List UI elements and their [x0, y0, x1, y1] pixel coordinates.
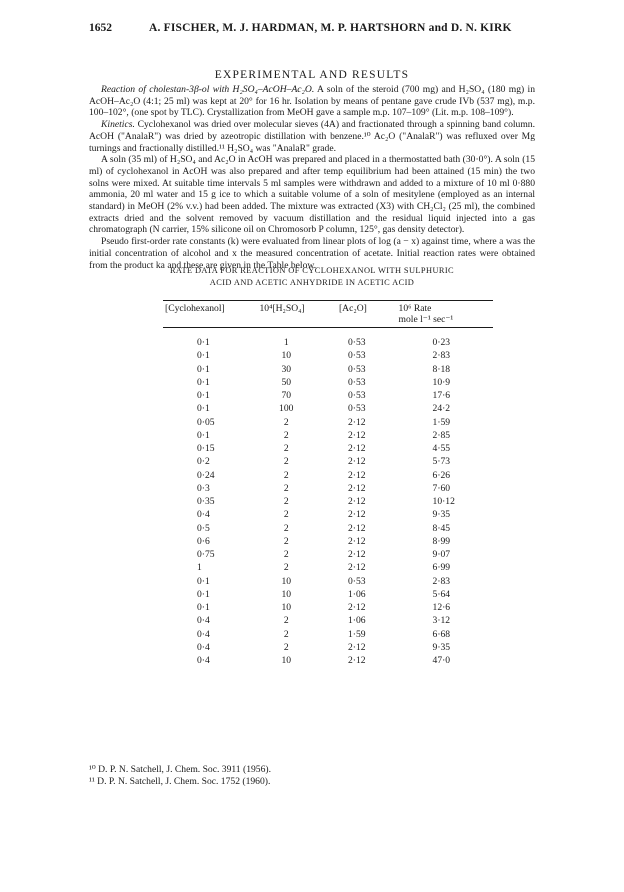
- cell-ac2o: 2·12: [347, 469, 366, 481]
- cell-rate: 4·55: [432, 443, 451, 454]
- paragraph-reaction: [89, 84, 535, 119]
- cell-ac2o: 0·53: [347, 376, 366, 388]
- cell-ac2o: 2·12: [347, 549, 366, 560]
- cell-ac2o: 1·06: [347, 615, 366, 627]
- table-row: [163, 495, 493, 508]
- cell-rate: 6·68: [432, 628, 451, 640]
- cell-rate: 9·35: [432, 641, 451, 653]
- cell-cyclohexanol: 0·1: [197, 575, 210, 587]
- cell-rate: 9·35: [432, 509, 451, 521]
- cell-h2so4: 100: [279, 403, 294, 415]
- header-rate-unit: mole l⁻¹ sec⁻¹: [398, 314, 454, 325]
- cell-cyclohexanol: 0·5: [197, 522, 210, 534]
- table-row: [163, 522, 493, 535]
- cell-cyclohexanol: 0·05: [197, 416, 215, 428]
- cell-rate: 1·59: [432, 416, 451, 428]
- rate-data-table: [163, 300, 493, 667]
- cell-cyclohexanol: 0·2: [197, 456, 210, 468]
- cell-rate: 2·83: [432, 350, 451, 362]
- cell-ac2o: 0·53: [347, 363, 366, 375]
- cell-ac2o: 2·12: [347, 496, 366, 507]
- cell-rate: 17·6: [432, 390, 451, 401]
- table-row: [163, 442, 493, 455]
- cell-cyclohexanol: 0·1: [197, 403, 210, 415]
- table-row: [163, 363, 493, 376]
- cell-rate: 9·07: [432, 549, 451, 560]
- cell-h2so4: 2: [283, 562, 289, 574]
- cell-ac2o: 2·12: [347, 655, 366, 666]
- table-row: [163, 482, 493, 495]
- cell-rate: 24·2: [432, 403, 451, 415]
- cell-h2so4: 10: [281, 602, 292, 613]
- table-row: [163, 614, 493, 627]
- cell-cyclohexanol: 0·1: [197, 350, 210, 362]
- cell-cyclohexanol: 0·1: [197, 363, 210, 375]
- cell-ac2o: 0·53: [347, 337, 366, 348]
- paragraph-lead: Kinetics.: [101, 119, 135, 131]
- cell-h2so4: 50: [281, 376, 292, 388]
- footnote: ¹¹ D. P. N. Satchell, J. Chem. Soc. 1752 (1960).: [89, 776, 271, 787]
- table-row: [163, 508, 493, 521]
- cell-rate: 12·6: [432, 602, 451, 613]
- cell-rate: 3·12: [432, 615, 451, 627]
- cell-rate: 2·85: [432, 429, 451, 441]
- table-row: [163, 548, 493, 561]
- cell-cyclohexanol: 0·1: [197, 602, 210, 613]
- cell-ac2o: 2·12: [347, 482, 366, 494]
- cell-cyclohexanol: 0·4: [197, 641, 210, 653]
- cell-ac2o: 2·12: [347, 522, 366, 534]
- body-text: [89, 84, 535, 271]
- cell-ac2o: 2·12: [347, 562, 366, 574]
- table-row: [163, 561, 493, 574]
- cell-cyclohexanol: 0·1: [197, 337, 210, 348]
- table-row: [163, 328, 493, 350]
- table-body: [163, 328, 493, 668]
- cell-cyclohexanol: 0·3: [197, 482, 210, 494]
- cell-cyclohexanol: 1: [197, 562, 202, 574]
- table-row: [163, 376, 493, 389]
- header-cyclohexanol: [Cyclohexanol]: [163, 301, 259, 328]
- table-header-row: [163, 301, 493, 328]
- table-row: [163, 601, 493, 614]
- table-row: [163, 628, 493, 641]
- cell-h2so4: 2: [283, 509, 289, 521]
- cell-rate: 8·99: [432, 535, 451, 547]
- running-authors: A. FISCHER, M. J. HARDMAN, M. P. HARTSHORN and D. N. KIRK: [149, 22, 512, 34]
- table-row: [163, 455, 493, 468]
- cell-h2so4: 30: [281, 363, 292, 375]
- cell-h2so4: 2: [283, 496, 289, 507]
- cell-cyclohexanol: 0·1: [197, 429, 210, 441]
- cell-ac2o: 2·12: [347, 416, 366, 428]
- cell-ac2o: 2·12: [347, 602, 366, 613]
- cell-rate: 47·0: [432, 655, 451, 666]
- paragraph-body: A soln of the steroid (700 mg) and H₂SO₄ (180 mg) in AcOH–Ac₂O (4:1; 25 ml) was kept at 20° for 16 hr. Isolation by means of pentane gave crude IVb (537 mg), m.p. 100–102°, (one spot by TLC). Crystallization from MeOH gave a sample m.p. 107–109° (Lit. m.p. 108–109°).: [89, 84, 536, 119]
- cell-rate: 8·18: [432, 363, 451, 375]
- cell-rate: 7·60: [432, 482, 451, 494]
- cell-cyclohexanol: 0·1: [197, 390, 210, 401]
- cell-rate: 10·9: [432, 376, 451, 388]
- cell-rate: 5·64: [432, 588, 451, 600]
- table-row: [163, 641, 493, 654]
- cell-ac2o: 2·12: [347, 443, 366, 454]
- cell-cyclohexanol: 0·15: [197, 443, 215, 454]
- cell-h2so4: 2: [283, 482, 289, 494]
- cell-h2so4: 2: [283, 469, 289, 481]
- cell-ac2o: 0·53: [347, 575, 366, 587]
- cell-ac2o: 2·12: [347, 641, 366, 653]
- header-rate-line: 10⁶ Rate: [398, 303, 432, 314]
- cell-h2so4: 2: [283, 429, 289, 441]
- cell-h2so4: 1: [283, 337, 289, 348]
- table-row: [163, 588, 493, 601]
- cell-h2so4: 10: [281, 575, 292, 587]
- cell-ac2o: 1·59: [347, 628, 366, 640]
- paragraph-lead: Reaction of cholestan-3β-ol with H₂SO₄–AcOH–Ac₂O.: [101, 84, 315, 95]
- table-caption-line: ACID AND ACETIC ANHYDRIDE IN ACETIC ACID: [209, 278, 415, 287]
- cell-rate: 0·23: [432, 337, 451, 348]
- cell-cyclohexanol: 0·4: [197, 655, 210, 666]
- paragraph-kinetics: [89, 119, 535, 154]
- cell-ac2o: 1·06: [347, 588, 366, 600]
- cell-ac2o: 2·12: [347, 509, 366, 521]
- header-rate: [399, 301, 493, 328]
- cell-h2so4: 2: [283, 549, 289, 560]
- page-number: 1652: [89, 22, 112, 34]
- cell-cyclohexanol: 0·75: [197, 549, 215, 560]
- cell-cyclohexanol: 0·1: [197, 588, 210, 600]
- cell-h2so4: 2: [283, 416, 289, 428]
- cell-cyclohexanol: 0·35: [197, 496, 215, 507]
- cell-ac2o: 0·53: [347, 403, 366, 415]
- cell-rate: 5·73: [432, 456, 451, 468]
- cell-h2so4: 10: [281, 655, 292, 666]
- header-ac2o: [Ac₂O]: [339, 301, 399, 328]
- table-row: [163, 535, 493, 548]
- cell-h2so4: 70: [281, 390, 292, 401]
- cell-rate: 6·99: [432, 562, 451, 574]
- paragraph-procedure: A soln (35 ml) of H₂SO₄ and Ac₂O in AcOH was prepared and placed in a thermostatted bath (30·0°). A soln (15 ml) of cyclohexanol in AcOH was also prepared and after temp equilibrium had been attained (15 min) the two solns were mixed. At suitable time intervals 5 ml samples were withdrawn and added to a mixture of 10 ml 0·880 ammonia, 20 ml water and 15 g ice to which a suitable volume of a soln of mesitylene (employed as an internal standard) in MeOH (2% v.v.) had been added. The mixture was extracted (X3) with CH₂Cl₂ (25 ml), the combined extracts dried and the solvent removed by vacuum distillation and the residual liquid injected into a gas chromatograph (N carrier, 15% silicone oil on Chromosorb P column, 125°, gas density detector).: [89, 154, 535, 236]
- cell-cyclohexanol: 0·4: [197, 615, 210, 627]
- cell-h2so4: 2: [283, 443, 289, 454]
- table-row: [163, 416, 493, 429]
- table-row: [163, 575, 493, 588]
- table-row: [163, 429, 493, 442]
- cell-cyclohexanol: 0·6: [197, 535, 210, 547]
- footnotes: [89, 764, 535, 788]
- cell-h2so4: 10: [281, 588, 292, 600]
- header-h2so4: 10⁴[H₂SO₄]: [259, 301, 339, 328]
- footnote: ¹⁰ D. P. N. Satchell, J. Chem. Soc. 3911 (1956).: [89, 764, 271, 775]
- paragraph-body: Cyclohexanol was dried over molecular sieves (4A) and fractionated through a spinning band column. AcOH ("AnalaR") was dried by azeotropic distillation with benzene.¹⁰ Ac₂O ("AnalaR") was refluxed over Mg turnings and fractionally distilled.¹¹ H₂SO₄ was "AnalaR" grade.: [89, 119, 535, 154]
- cell-rate: 8·45: [432, 522, 451, 534]
- cell-cyclohexanol: 0·4: [197, 509, 210, 521]
- table-caption-line: RATE DATA FOR REACTION OF CYCLOHEXANOL WITH SULPHURIC: [169, 266, 455, 275]
- table-row: [163, 402, 493, 415]
- cell-h2so4: 2: [283, 641, 289, 653]
- cell-h2so4: 2: [283, 535, 289, 547]
- cell-cyclohexanol: 0·4: [197, 628, 210, 640]
- table-row: [163, 349, 493, 362]
- table-row: [163, 389, 493, 402]
- cell-h2so4: 2: [283, 456, 289, 468]
- cell-ac2o: 2·12: [347, 535, 366, 547]
- table-row: [163, 654, 493, 667]
- cell-h2so4: 2: [283, 615, 289, 627]
- cell-rate: 6·26: [432, 469, 451, 481]
- cell-ac2o: 2·12: [347, 429, 366, 441]
- cell-h2so4: 10: [281, 350, 292, 362]
- cell-ac2o: 0·53: [347, 350, 366, 362]
- table-caption: [89, 265, 535, 289]
- cell-ac2o: 2·12: [347, 456, 366, 468]
- cell-cyclohexanol: 0·24: [197, 469, 215, 481]
- cell-rate: 10·12: [432, 496, 455, 507]
- cell-cyclohexanol: 0·1: [197, 376, 210, 388]
- table-row: [163, 469, 493, 482]
- cell-rate: 2·83: [432, 575, 451, 587]
- cell-ac2o: 0·53: [347, 390, 366, 401]
- paragraph-rate-constants: Pseudo first-order rate constants (k) were evaluated from linear plots of log (a − x) against time, where a was the initial concentration of alcohol and x the measured concentration of acetate. Initial reaction rates were obtained from the product ka and these are given in the Table below.: [89, 236, 535, 271]
- cell-h2so4: 2: [283, 522, 289, 534]
- section-title: EXPERIMENTAL AND RESULTS: [214, 69, 410, 81]
- cell-h2so4: 2: [283, 628, 289, 640]
